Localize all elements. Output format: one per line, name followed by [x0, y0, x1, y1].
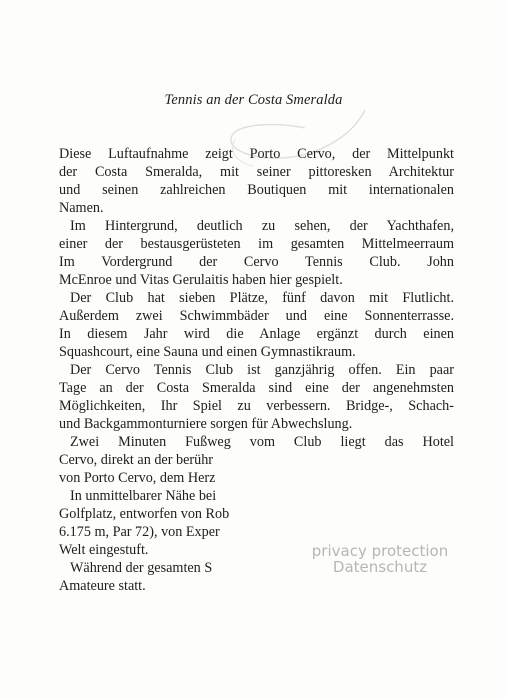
- text-line: Tage an der Costa Smeralda sind eine der angenehmsten: [59, 380, 454, 396]
- text-line: Außerdem zwei Schwimmbäder und eine Sonnenterrasse.: [59, 308, 454, 324]
- text-line: Diese Luftaufnahme zeigt Porto Cervo, der Mittelpunkt: [59, 146, 454, 162]
- text-line: In diesem Jahr wird die Anlage ergänzt durch einen: [59, 326, 454, 342]
- page-title: Tennis an der Costa Smeralda: [164, 92, 343, 108]
- watermark-line: Datenschutz: [332, 558, 428, 576]
- text-line: Im Vordergrund der Cervo Tennis Club. John: [59, 254, 454, 270]
- text-line: Amateure statt.: [59, 578, 146, 594]
- text-line: Im Hintergrund, deutlich zu sehen, der Yachthafen,: [70, 218, 454, 234]
- text-line: McEnroe und Vitas Gerulaitis haben hier gespielt.: [59, 272, 343, 288]
- text-line: Während der gesamten S: [70, 560, 213, 576]
- text-line: In unmittelbarer Nähe bei: [70, 488, 217, 504]
- text-line: und Backgammonturniere sorgen für Abwechslung.: [59, 416, 353, 432]
- text-line: Zwei Minuten Fußweg vom Club liegt das Hotel: [70, 434, 454, 450]
- text-line: und seinen zahlreichen Boutiquen mit internationalen: [59, 182, 454, 198]
- text-line: Cervo, direkt an der berühr: [59, 452, 214, 468]
- text-line: Golfplatz, entworfen von Rob: [59, 506, 230, 522]
- text-line: Squashcourt, eine Sauna und einen Gymnastikraum.: [59, 344, 356, 360]
- privacy-watermark: [300, 543, 460, 575]
- text-line: von Porto Cervo, dem Herz: [59, 470, 216, 486]
- watermark-line: privacy protection: [311, 542, 449, 560]
- text-line: Welt eingestuft.: [59, 542, 149, 558]
- text-line: einer der bestausgerüsteten im gesamten Mittelmeerraum: [59, 236, 454, 252]
- text-line: der Costa Smeralda, mit seiner pittoresken Architektur: [59, 164, 454, 180]
- text-line: Der Cervo Tennis Club ist ganzjährig offen. Ein paar: [70, 362, 454, 378]
- text-line: Möglichkeiten, Ihr Spiel zu verbessern. Bridge-, Schach-: [59, 398, 454, 414]
- text-line: Der Club hat sieben Plätze, fünf davon mit Flutlicht.: [70, 290, 454, 306]
- text-line: Namen.: [59, 200, 104, 216]
- text-line: 6.175 m, Par 72), von Exper: [59, 524, 220, 540]
